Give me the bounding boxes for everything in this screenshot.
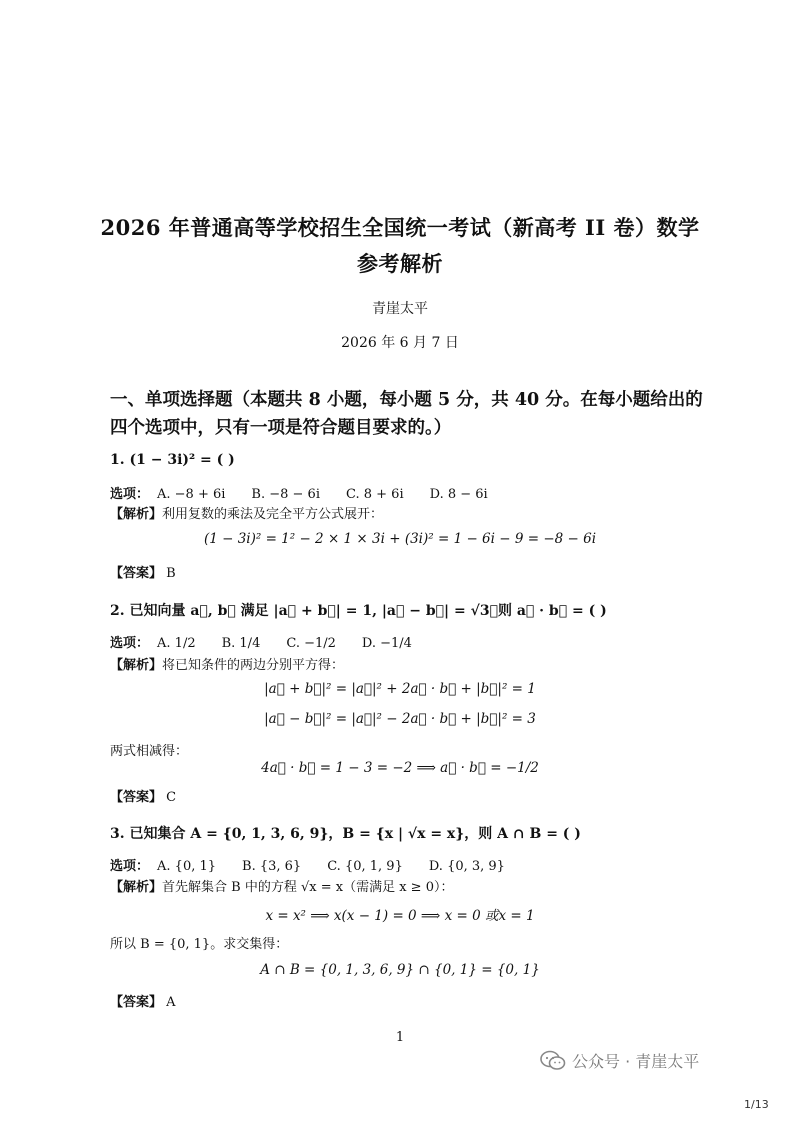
question-2-options	[110, 632, 438, 651]
author: 青崖太平	[372, 301, 428, 317]
section-heading-line2: 四个选项中，只有一项是符合题目要求的。）	[110, 418, 452, 438]
watermark-text: 公众号 · 青崖太平	[572, 1052, 700, 1071]
question-3-answer	[110, 991, 176, 1010]
question-2-answer	[110, 786, 176, 805]
answer-tag: 【答案】	[110, 566, 163, 581]
question-3-stem: 3. 已知集合 A = {0, 1, 3, 6, 9}，B = {x | √x = x}，则 A ∩ B = ( )	[110, 826, 581, 842]
question-3-options	[110, 855, 531, 874]
question-1-options	[110, 483, 514, 502]
options-label: 选项：	[110, 859, 150, 874]
question-3-analysis	[110, 876, 453, 895]
watermark	[540, 1049, 699, 1072]
option-b: B. −8 − 6i	[251, 487, 320, 502]
analysis-tag: 【解析】	[110, 507, 163, 522]
option-c: C. {0, 1, 9}	[327, 859, 403, 874]
question-1-formula: (1 − 3i)² = 1² − 2 × 1 × 3i + (3i)² = 1 − 6i − 9 = −8 − 6i	[203, 531, 597, 547]
document-title: 2026 年普通高等学校招生全国统一考试（新高考 II 卷）数学	[100, 215, 700, 240]
analysis-text: 利用复数的乘法及完全平方公式展开：	[162, 507, 384, 522]
question-2-formula-3: 4a⃗ · b⃗ = 1 − 3 = −2 ⟹ a⃗ · b⃗ = −1/2	[261, 760, 539, 776]
question-2-formula-2: |a⃗ − b⃗|² = |a⃗|² − 2a⃗ · b⃗ + |b⃗|² = 3	[264, 711, 536, 727]
question-1-answer	[110, 562, 176, 581]
analysis-text: 首先解集合 B 中的方程 √x = x（需满足 x ≥ 0）：	[162, 880, 454, 895]
option-c: C. 8 + 6i	[346, 487, 404, 502]
answer-value: B	[166, 566, 176, 581]
option-c: C. −1/2	[286, 636, 336, 651]
analysis-text: 将已知条件的两边分别平方得：	[162, 658, 345, 673]
option-b: B. 1/4	[221, 636, 261, 651]
option-d: D. {0, 3, 9}	[428, 859, 505, 874]
answer-tag: 【答案】	[110, 995, 163, 1010]
option-a: A. −8 + 6i	[157, 487, 226, 502]
page-number: 1	[395, 1030, 405, 1045]
option-d: D. 8 − 6i	[429, 487, 488, 502]
question-2-formula-1: |a⃗ + b⃗|² = |a⃗|² + 2a⃗ · b⃗ + |b⃗|² = 1	[264, 681, 536, 697]
options-label: 选项：	[110, 487, 150, 502]
question-3-formula-2: A ∩ B = {0, 1, 3, 6, 9} ∩ {0, 1} = {0, 1}	[260, 962, 540, 978]
option-a: A. 1/2	[157, 636, 196, 651]
page-indicator: 1/13	[744, 1098, 769, 1111]
question-2-stem: 2. 已知向量 a⃗, b⃗ 满足 |a⃗ + b⃗| = 1, |a⃗ − b⃗| = √3，则 a⃗ · b⃗ = ( )	[110, 603, 607, 619]
analysis-tag: 【解析】	[110, 658, 163, 673]
options-label: 选项：	[110, 636, 150, 651]
date: 2026 年 6 月 7 日	[341, 335, 459, 351]
question-1-stem: 1. (1 − 3i)² = ( )	[110, 452, 235, 468]
option-d: D. −1/4	[361, 636, 412, 651]
answer-value: C	[166, 790, 177, 805]
analysis-tag: 【解析】	[110, 880, 163, 895]
option-a: A. {0, 1}	[157, 859, 217, 874]
question-2-subtract-text: 两式相减得：	[110, 744, 189, 759]
section-heading-line1: 一、单项选择题（本题共 8 小题，每小题 5 分，共 40 分。在每小题给出的	[110, 390, 703, 410]
question-3-formula-1: x = x² ⟹ x(x − 1) = 0 ⟹ x = 0 或x = 1	[265, 908, 535, 924]
answer-tag: 【答案】	[110, 790, 163, 805]
document-subtitle: 参考解析	[357, 251, 443, 276]
answer-value: A	[166, 995, 176, 1010]
question-2-analysis	[110, 654, 344, 673]
option-b: B. {3, 6}	[242, 859, 302, 874]
wechat-icon	[540, 1050, 566, 1072]
question-1-analysis	[110, 503, 383, 522]
question-3-result-text: 所以 B = {0, 1}。求交集得：	[110, 937, 289, 952]
